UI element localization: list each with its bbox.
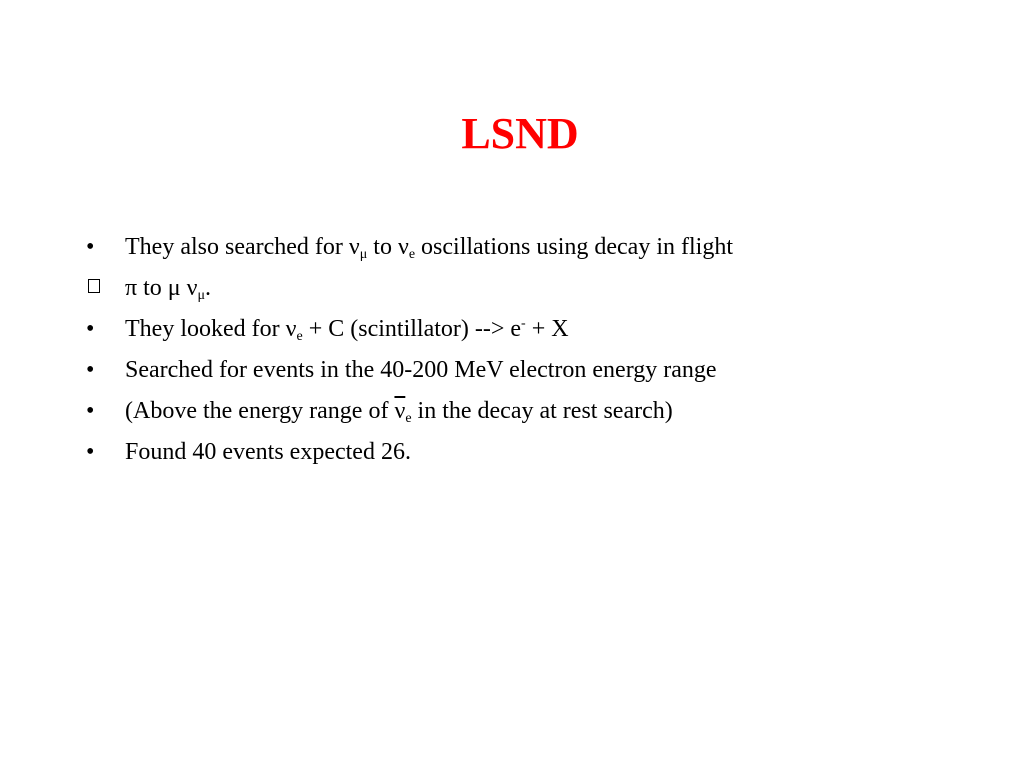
bullet-item <box>86 229 986 270</box>
bullet-text-segment: ν <box>285 316 297 342</box>
bullet-text-segment: + X <box>525 316 569 342</box>
slide-title: LSND <box>461 109 579 158</box>
bullet-icon: • <box>86 316 95 342</box>
bullet-item <box>86 270 986 311</box>
bullet-item <box>86 352 986 393</box>
bullet-text-segment: - <box>521 316 526 331</box>
bullet-text-segment: They also searched for <box>125 234 349 260</box>
bullet-item <box>86 311 986 352</box>
bullet-text <box>125 229 733 265</box>
bullet-icon: • <box>86 398 95 424</box>
bullet-text-segment: μ <box>197 288 206 303</box>
bullet-text-segment: Found 40 events expected 26. <box>125 439 411 465</box>
bullet-text-segment: π to μ ν <box>125 275 198 301</box>
bullet-text <box>125 352 717 388</box>
bullet-text-segment: $\overline{\nu}$ <box>394 398 406 424</box>
bullet-text-segment: They looked for <box>125 316 286 342</box>
bullet-text-segment: Searched for events in the 40-200 MeV electron energy range <box>125 357 717 383</box>
bullet-text <box>125 434 411 470</box>
bullet-text-segment: ν <box>397 234 409 260</box>
bullet-text <box>125 311 569 347</box>
bullet-text-segment: oscillations using decay in flight <box>415 234 733 260</box>
bullet-text-segment: (Above the energy range of <box>125 398 395 424</box>
bullet-text-segment: + C (scintillator) --> e <box>302 316 522 342</box>
bullet-text-segment: ν <box>348 234 360 260</box>
missing-glyph-box-icon <box>88 279 100 293</box>
bullet-text <box>125 393 673 429</box>
bullet-text-segment: in the decay at rest search) <box>411 398 673 424</box>
bullet-icon: • <box>86 357 95 383</box>
bullet-item <box>86 393 986 434</box>
bullet-text-segment: e <box>405 411 412 426</box>
bullet-text-segment: μ <box>359 247 368 262</box>
bullet-icon: • <box>86 234 95 260</box>
bullet-item <box>86 434 986 475</box>
bullet-text-segment: . <box>205 275 212 301</box>
bullet-icon: • <box>86 439 95 465</box>
bullet-text <box>125 270 211 306</box>
bullet-text-segment: e <box>296 329 303 344</box>
bullet-text-segment: to <box>367 234 398 260</box>
bullet-list <box>86 229 986 475</box>
bullet-text-segment: e <box>408 247 416 262</box>
